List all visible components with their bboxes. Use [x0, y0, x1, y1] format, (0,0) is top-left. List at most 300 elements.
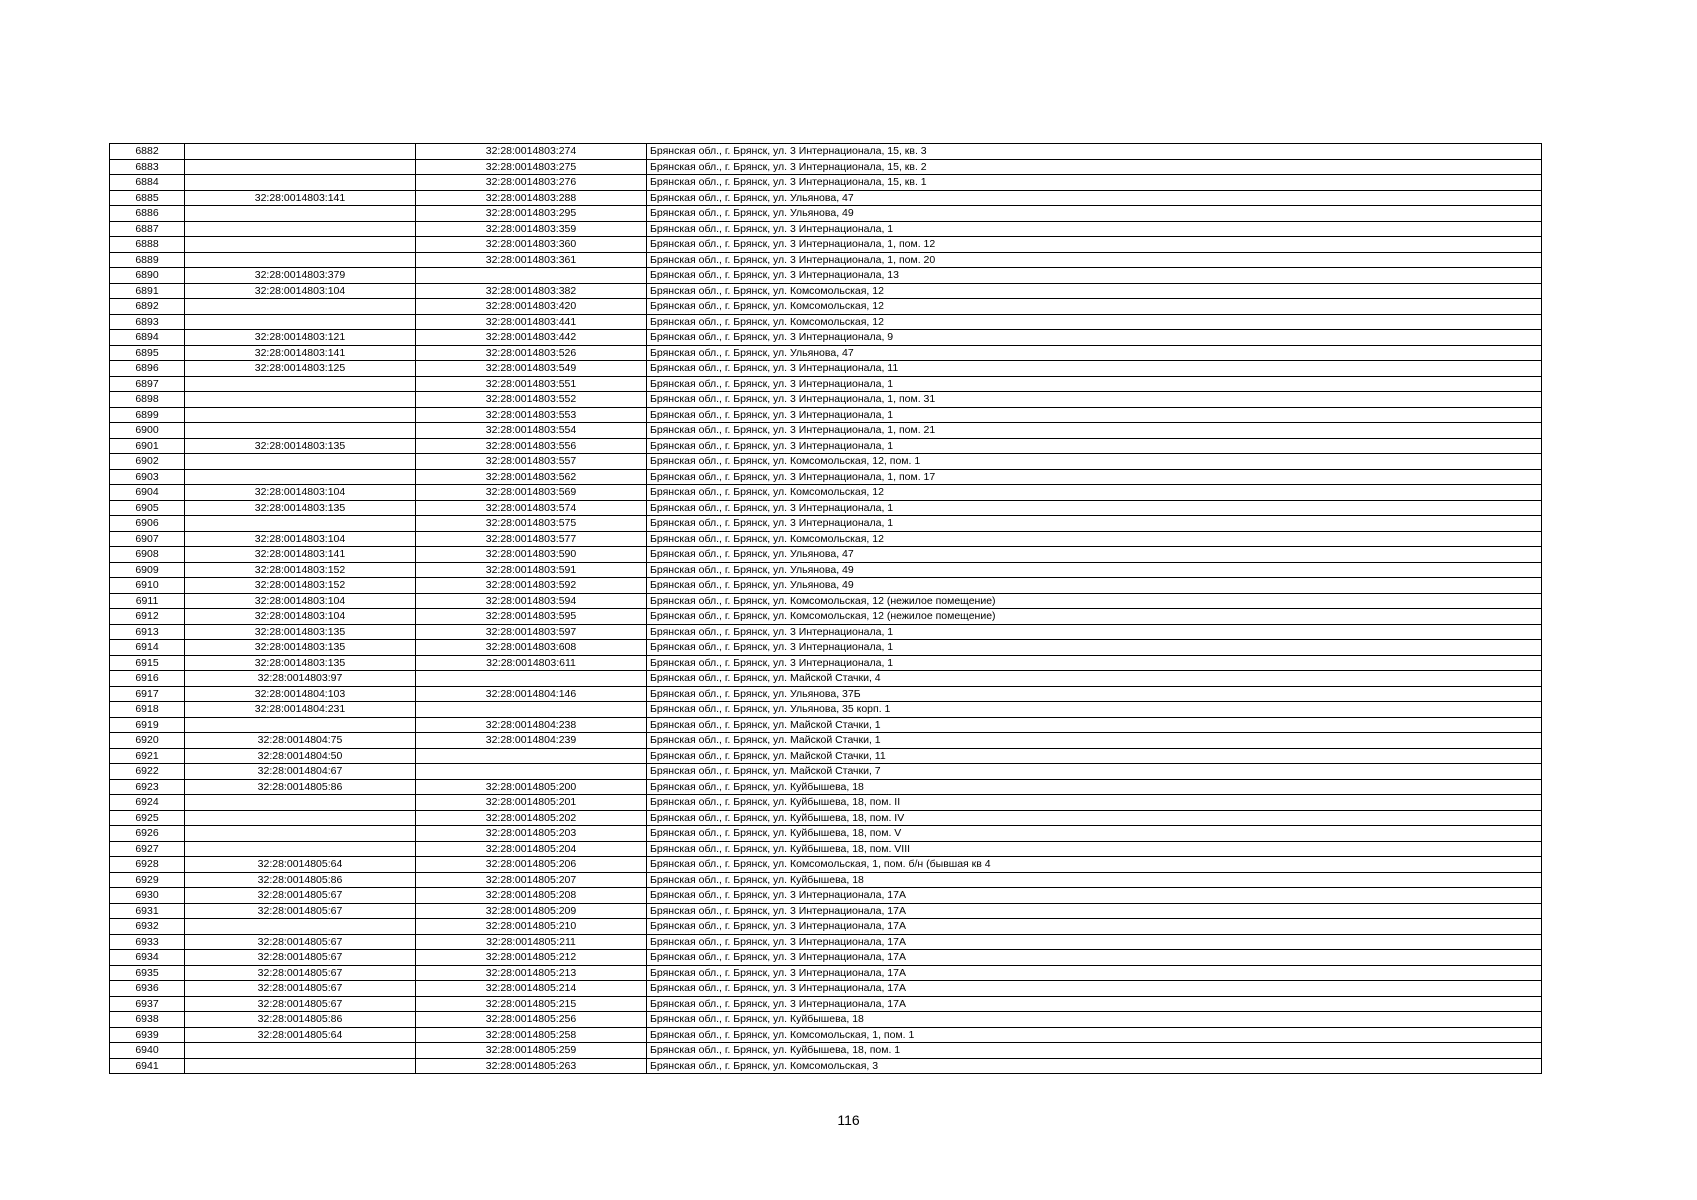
address-cell: Брянская обл., г. Брянск, ул. Комсомольская, 12 [647, 531, 1542, 547]
table-row [110, 190, 1542, 206]
address-cell: Брянская обл., г. Брянск, ул. 3 Интернационала, 1 [647, 624, 1542, 640]
cadastral-number-cell: 32:28:0014803:611 [416, 655, 647, 671]
cadastral-number-cell: 32:28:0014803:562 [416, 469, 647, 485]
parent-cadastral-cell: 32:28:0014804:67 [185, 764, 416, 780]
cadastral-number-cell: 32:28:0014803:575 [416, 516, 647, 532]
table-row [110, 159, 1542, 175]
parent-cadastral-cell: 32:28:0014805:67 [185, 934, 416, 950]
cadastral-number-cell: 32:28:0014805:209 [416, 903, 647, 919]
row-number-cell: 6903 [110, 469, 185, 485]
table-row [110, 779, 1542, 795]
cadastral-number-cell: 32:28:0014805:215 [416, 996, 647, 1012]
cadastral-number-cell: 32:28:0014805:202 [416, 810, 647, 826]
property-table-body [110, 144, 1542, 1074]
parent-cadastral-cell [185, 810, 416, 826]
cadastral-number-cell: 32:28:0014805:213 [416, 965, 647, 981]
table-row [110, 950, 1542, 966]
address-cell: Брянская обл., г. Брянск, ул. 3 Интернационала, 17А [647, 903, 1542, 919]
address-cell: Брянская обл., г. Брянск, ул. Ульянова, 47 [647, 190, 1542, 206]
cadastral-number-cell: 32:28:0014805:263 [416, 1058, 647, 1074]
row-number-cell: 6883 [110, 159, 185, 175]
address-cell: Брянская обл., г. Брянск, ул. 3 Интернационала, 1 [647, 376, 1542, 392]
row-number-cell: 6938 [110, 1012, 185, 1028]
cadastral-number-cell: 32:28:0014803:276 [416, 175, 647, 191]
table-row [110, 578, 1542, 594]
cadastral-number-cell: 32:28:0014803:295 [416, 206, 647, 222]
row-number-cell: 6918 [110, 702, 185, 718]
row-number-cell: 6894 [110, 330, 185, 346]
table-row [110, 376, 1542, 392]
parent-cadastral-cell: 32:28:0014805:86 [185, 1012, 416, 1028]
cadastral-number-cell: 32:28:0014805:204 [416, 841, 647, 857]
table-row [110, 237, 1542, 253]
address-cell: Брянская обл., г. Брянск, ул. 3 Интернационала, 17А [647, 965, 1542, 981]
parent-cadastral-cell [185, 826, 416, 842]
cadastral-number-cell: 32:28:0014803:569 [416, 485, 647, 501]
parent-cadastral-cell [185, 314, 416, 330]
address-cell: Брянская обл., г. Брянск, ул. 3 Интернационала, 1, пом. 12 [647, 237, 1542, 253]
parent-cadastral-cell: 32:28:0014803:141 [185, 547, 416, 563]
table-row [110, 655, 1542, 671]
row-number-cell: 6892 [110, 299, 185, 315]
row-number-cell: 6886 [110, 206, 185, 222]
table-row [110, 206, 1542, 222]
parent-cadastral-cell [185, 1058, 416, 1074]
table-row [110, 733, 1542, 749]
cadastral-number-cell [416, 764, 647, 780]
table-row [110, 965, 1542, 981]
cadastral-number-cell: 32:28:0014803:382 [416, 283, 647, 299]
page-number: 116 [837, 1112, 860, 1128]
table-row [110, 516, 1542, 532]
row-number-cell: 6900 [110, 423, 185, 439]
cadastral-number-cell: 32:28:0014804:238 [416, 717, 647, 733]
parent-cadastral-cell [185, 469, 416, 485]
address-cell: Брянская обл., г. Брянск, ул. Куйбышева, 18 [647, 779, 1542, 795]
row-number-cell: 6914 [110, 640, 185, 656]
row-number-cell: 6912 [110, 609, 185, 625]
table-row [110, 857, 1542, 873]
parent-cadastral-cell [185, 206, 416, 222]
row-number-cell: 6893 [110, 314, 185, 330]
parent-cadastral-cell: 32:28:0014803:141 [185, 190, 416, 206]
cadastral-number-cell: 32:28:0014805:214 [416, 981, 647, 997]
row-number-cell: 6902 [110, 454, 185, 470]
cadastral-number-cell: 32:28:0014803:275 [416, 159, 647, 175]
parent-cadastral-cell: 32:28:0014803:152 [185, 562, 416, 578]
table-row [110, 640, 1542, 656]
parent-cadastral-cell: 32:28:0014805:64 [185, 1027, 416, 1043]
address-cell: Брянская обл., г. Брянск, ул. Ульянова, 47 [647, 345, 1542, 361]
row-number-cell: 6882 [110, 144, 185, 160]
cadastral-number-cell: 32:28:0014805:200 [416, 779, 647, 795]
address-cell: Брянская обл., г. Брянск, ул. Комсомольская, 12 [647, 299, 1542, 315]
address-cell: Брянская обл., г. Брянск, ул. Комсомольская, 12 (нежилое помещение) [647, 593, 1542, 609]
row-number-cell: 6889 [110, 252, 185, 268]
cadastral-number-cell: 32:28:0014803:288 [416, 190, 647, 206]
table-row [110, 299, 1542, 315]
table-row [110, 919, 1542, 935]
table-row [110, 547, 1542, 563]
address-cell: Брянская обл., г. Брянск, ул. 3 Интернационала, 17А [647, 888, 1542, 904]
address-cell: Брянская обл., г. Брянск, ул. 3 Интернационала, 17А [647, 981, 1542, 997]
row-number-cell: 6936 [110, 981, 185, 997]
parent-cadastral-cell [185, 237, 416, 253]
address-cell: Брянская обл., г. Брянск, ул. Комсомольская, 12, пом. 1 [647, 454, 1542, 470]
address-cell: Брянская обл., г. Брянск, ул. Комсомольская, 1, пом. б/н (бывшая кв 4 [647, 857, 1542, 873]
parent-cadastral-cell [185, 221, 416, 237]
cadastral-number-cell: 32:28:0014803:597 [416, 624, 647, 640]
parent-cadastral-cell: 32:28:0014805:67 [185, 950, 416, 966]
parent-cadastral-cell [185, 423, 416, 439]
cadastral-number-cell: 32:28:0014803:577 [416, 531, 647, 547]
cadastral-number-cell: 32:28:0014805:201 [416, 795, 647, 811]
table-row [110, 485, 1542, 501]
address-cell: Брянская обл., г. Брянск, ул. 3 Интернационала, 17А [647, 996, 1542, 1012]
table-row [110, 748, 1542, 764]
address-cell: Брянская обл., г. Брянск, ул. 3 Интернационала, 1 [647, 438, 1542, 454]
row-number-cell: 6885 [110, 190, 185, 206]
cadastral-number-cell: 32:28:0014805:259 [416, 1043, 647, 1059]
parent-cadastral-cell [185, 919, 416, 935]
row-number-cell: 6926 [110, 826, 185, 842]
parent-cadastral-cell [185, 392, 416, 408]
row-number-cell: 6940 [110, 1043, 185, 1059]
row-number-cell: 6915 [110, 655, 185, 671]
address-cell: Брянская обл., г. Брянск, ул. 3 Интернационала, 1 [647, 407, 1542, 423]
address-cell: Брянская обл., г. Брянск, ул. Куйбышева, 18, пом. IV [647, 810, 1542, 826]
row-number-cell: 6934 [110, 950, 185, 966]
table-row [110, 702, 1542, 718]
address-cell: Брянская обл., г. Брянск, ул. 3 Интернационала, 1, пом. 21 [647, 423, 1542, 439]
parent-cadastral-cell: 32:28:0014803:104 [185, 283, 416, 299]
parent-cadastral-cell [185, 454, 416, 470]
table-row [110, 283, 1542, 299]
cadastral-number-cell: 32:28:0014805:210 [416, 919, 647, 935]
cadastral-number-cell: 32:28:0014803:557 [416, 454, 647, 470]
row-number-cell: 6925 [110, 810, 185, 826]
address-cell: Брянская обл., г. Брянск, ул. Майской Стачки, 1 [647, 733, 1542, 749]
parent-cadastral-cell: 32:28:0014803:104 [185, 593, 416, 609]
row-number-cell: 6905 [110, 500, 185, 516]
address-cell: Брянская обл., г. Брянск, ул. Ульянова, 49 [647, 206, 1542, 222]
row-number-cell: 6909 [110, 562, 185, 578]
cadastral-number-cell: 32:28:0014804:146 [416, 686, 647, 702]
address-cell: Брянская обл., г. Брянск, ул. Комсомольская, 12 [647, 485, 1542, 501]
parent-cadastral-cell: 32:28:0014804:50 [185, 748, 416, 764]
row-number-cell: 6906 [110, 516, 185, 532]
address-cell: Брянская обл., г. Брянск, ул. Куйбышева, 18, пом. V [647, 826, 1542, 842]
cadastral-number-cell: 32:28:0014803:556 [416, 438, 647, 454]
table-row [110, 423, 1542, 439]
parent-cadastral-cell: 32:28:0014804:103 [185, 686, 416, 702]
parent-cadastral-cell: 32:28:0014805:86 [185, 872, 416, 888]
parent-cadastral-cell: 32:28:0014803:135 [185, 624, 416, 640]
table-row [110, 562, 1542, 578]
row-number-cell: 6939 [110, 1027, 185, 1043]
parent-cadastral-cell [185, 144, 416, 160]
parent-cadastral-cell: 32:28:0014803:104 [185, 609, 416, 625]
row-number-cell: 6928 [110, 857, 185, 873]
table-row [110, 314, 1542, 330]
row-number-cell: 6884 [110, 175, 185, 191]
address-cell: Брянская обл., г. Брянск, ул. Комсомольская, 12 [647, 314, 1542, 330]
address-cell: Брянская обл., г. Брянск, ул. 3 Интернационала, 1, пом. 17 [647, 469, 1542, 485]
cadastral-number-cell: 32:28:0014803:590 [416, 547, 647, 563]
table-row [110, 1043, 1542, 1059]
table-row [110, 717, 1542, 733]
table-row [110, 1058, 1542, 1074]
row-number-cell: 6919 [110, 717, 185, 733]
address-cell: Брянская обл., г. Брянск, ул. 3 Интернационала, 11 [647, 361, 1542, 377]
table-row [110, 469, 1542, 485]
row-number-cell: 6916 [110, 671, 185, 687]
table-row [110, 221, 1542, 237]
table-row [110, 407, 1542, 423]
cadastral-number-cell: 32:28:0014803:274 [416, 144, 647, 160]
table-row [110, 872, 1542, 888]
table-row [110, 144, 1542, 160]
table-row [110, 345, 1542, 361]
parent-cadastral-cell [185, 516, 416, 532]
cadastral-number-cell: 32:28:0014805:258 [416, 1027, 647, 1043]
parent-cadastral-cell: 32:28:0014803:121 [185, 330, 416, 346]
row-number-cell: 6929 [110, 872, 185, 888]
parent-cadastral-cell [185, 252, 416, 268]
table-row [110, 624, 1542, 640]
address-cell: Брянская обл., г. Брянск, ул. 3 Интернационала, 17А [647, 934, 1542, 950]
parent-cadastral-cell: 32:28:0014803:379 [185, 268, 416, 284]
table-row [110, 903, 1542, 919]
parent-cadastral-cell [185, 299, 416, 315]
address-cell: Брянская обл., г. Брянск, ул. 3 Интернационала, 9 [647, 330, 1542, 346]
address-cell: Брянская обл., г. Брянск, ул. Майской Стачки, 4 [647, 671, 1542, 687]
row-number-cell: 6922 [110, 764, 185, 780]
table-row [110, 1027, 1542, 1043]
table-row [110, 361, 1542, 377]
row-number-cell: 6923 [110, 779, 185, 795]
parent-cadastral-cell: 32:28:0014803:135 [185, 500, 416, 516]
cadastral-number-cell: 32:28:0014803:595 [416, 609, 647, 625]
parent-cadastral-cell [185, 1043, 416, 1059]
parent-cadastral-cell: 32:28:0014804:75 [185, 733, 416, 749]
cadastral-number-cell: 32:28:0014803:594 [416, 593, 647, 609]
row-number-cell: 6931 [110, 903, 185, 919]
address-cell: Брянская обл., г. Брянск, ул. 3 Интернационала, 1 [647, 500, 1542, 516]
row-number-cell: 6921 [110, 748, 185, 764]
cadastral-number-cell [416, 748, 647, 764]
row-number-cell: 6920 [110, 733, 185, 749]
parent-cadastral-cell: 32:28:0014803:104 [185, 531, 416, 547]
cadastral-number-cell: 32:28:0014805:206 [416, 857, 647, 873]
cadastral-number-cell [416, 268, 647, 284]
parent-cadastral-cell: 32:28:0014805:67 [185, 996, 416, 1012]
table-row [110, 175, 1542, 191]
address-cell: Брянская обл., г. Брянск, ул. 3 Интернационала, 15, кв. 3 [647, 144, 1542, 160]
table-row [110, 252, 1542, 268]
cadastral-number-cell: 32:28:0014803:591 [416, 562, 647, 578]
parent-cadastral-cell [185, 175, 416, 191]
cadastral-number-cell: 32:28:0014803:359 [416, 221, 647, 237]
cadastral-number-cell: 32:28:0014803:361 [416, 252, 647, 268]
cadastral-number-cell [416, 671, 647, 687]
row-number-cell: 6904 [110, 485, 185, 501]
table-row [110, 500, 1542, 516]
row-number-cell: 6913 [110, 624, 185, 640]
row-number-cell: 6941 [110, 1058, 185, 1074]
cadastral-number-cell: 32:28:0014803:551 [416, 376, 647, 392]
row-number-cell: 6888 [110, 237, 185, 253]
address-cell: Брянская обл., г. Брянск, ул. Куйбышева, 18 [647, 872, 1542, 888]
row-number-cell: 6890 [110, 268, 185, 284]
parent-cadastral-cell: 32:28:0014803:104 [185, 485, 416, 501]
address-cell: Брянская обл., г. Брянск, ул. Комсомольская, 1, пом. 1 [647, 1027, 1542, 1043]
parent-cadastral-cell: 32:28:0014803:97 [185, 671, 416, 687]
cadastral-number-cell: 32:28:0014803:574 [416, 500, 647, 516]
parent-cadastral-cell [185, 407, 416, 423]
table-row [110, 981, 1542, 997]
address-cell: Брянская обл., г. Брянск, ул. Ульянова, 47 [647, 547, 1542, 563]
table-row [110, 1012, 1542, 1028]
parent-cadastral-cell: 32:28:0014805:67 [185, 888, 416, 904]
row-number-cell: 6933 [110, 934, 185, 950]
table-row [110, 841, 1542, 857]
address-cell: Брянская обл., г. Брянск, ул. 3 Интернационала, 1, пом. 20 [647, 252, 1542, 268]
address-cell: Брянская обл., г. Брянск, ул. Ульянова, 35 корп. 1 [647, 702, 1542, 718]
cadastral-number-cell: 32:28:0014803:553 [416, 407, 647, 423]
parent-cadastral-cell: 32:28:0014805:67 [185, 981, 416, 997]
table-row [110, 593, 1542, 609]
cadastral-number-cell: 32:28:0014805:211 [416, 934, 647, 950]
table-row [110, 934, 1542, 950]
cadastral-number-cell: 32:28:0014803:549 [416, 361, 647, 377]
table-row [110, 764, 1542, 780]
address-cell: Брянская обл., г. Брянск, ул. 3 Интернационала, 17А [647, 950, 1542, 966]
table-row [110, 810, 1542, 826]
row-number-cell: 6910 [110, 578, 185, 594]
cadastral-number-cell: 32:28:0014803:554 [416, 423, 647, 439]
parent-cadastral-cell [185, 376, 416, 392]
cadastral-number-cell: 32:28:0014805:203 [416, 826, 647, 842]
address-cell: Брянская обл., г. Брянск, ул. Куйбышева, 18 [647, 1012, 1542, 1028]
cadastral-number-cell: 32:28:0014803:441 [416, 314, 647, 330]
row-number-cell: 6932 [110, 919, 185, 935]
row-number-cell: 6924 [110, 795, 185, 811]
parent-cadastral-cell [185, 717, 416, 733]
address-cell: Брянская обл., г. Брянск, ул. Ульянова, 49 [647, 578, 1542, 594]
cadastral-number-cell: 32:28:0014803:608 [416, 640, 647, 656]
parent-cadastral-cell [185, 795, 416, 811]
address-cell: Брянская обл., г. Брянск, ул. Майской Стачки, 7 [647, 764, 1542, 780]
address-cell: Брянская обл., г. Брянск, ул. Ульянова, 37Б [647, 686, 1542, 702]
parent-cadastral-cell [185, 159, 416, 175]
parent-cadastral-cell: 32:28:0014805:86 [185, 779, 416, 795]
row-number-cell: 6891 [110, 283, 185, 299]
row-number-cell: 6896 [110, 361, 185, 377]
property-table [109, 143, 1542, 1074]
parent-cadastral-cell: 32:28:0014803:135 [185, 438, 416, 454]
table-row [110, 609, 1542, 625]
parent-cadastral-cell: 32:28:0014803:125 [185, 361, 416, 377]
row-number-cell: 6935 [110, 965, 185, 981]
address-cell: Брянская обл., г. Брянск, ул. Комсомольская, 12 (нежилое помещение) [647, 609, 1542, 625]
table-row [110, 826, 1542, 842]
address-cell: Брянская обл., г. Брянск, ул. 3 Интернационала, 1 [647, 640, 1542, 656]
address-cell: Брянская обл., г. Брянск, ул. 3 Интернационала, 15, кв. 2 [647, 159, 1542, 175]
parent-cadastral-cell: 32:28:0014804:231 [185, 702, 416, 718]
row-number-cell: 6908 [110, 547, 185, 563]
row-number-cell: 6901 [110, 438, 185, 454]
cadastral-number-cell: 32:28:0014805:212 [416, 950, 647, 966]
table-row [110, 795, 1542, 811]
address-cell: Брянская обл., г. Брянск, ул. Куйбышева, 18, пом. II [647, 795, 1542, 811]
cadastral-number-cell: 32:28:0014803:360 [416, 237, 647, 253]
address-cell: Брянская обл., г. Брянск, ул. 3 Интернационала, 1 [647, 221, 1542, 237]
table-row [110, 438, 1542, 454]
row-number-cell: 6927 [110, 841, 185, 857]
row-number-cell: 6887 [110, 221, 185, 237]
parent-cadastral-cell: 32:28:0014803:135 [185, 640, 416, 656]
address-cell: Брянская обл., г. Брянск, ул. Куйбышева, 18, пом. 1 [647, 1043, 1542, 1059]
table-row [110, 392, 1542, 408]
row-number-cell: 6899 [110, 407, 185, 423]
row-number-cell: 6917 [110, 686, 185, 702]
row-number-cell: 6930 [110, 888, 185, 904]
row-number-cell: 6895 [110, 345, 185, 361]
cadastral-number-cell: 32:28:0014803:592 [416, 578, 647, 594]
parent-cadastral-cell [185, 841, 416, 857]
cadastral-number-cell: 32:28:0014803:420 [416, 299, 647, 315]
cadastral-number-cell [416, 702, 647, 718]
table-row [110, 671, 1542, 687]
cadastral-number-cell: 32:28:0014805:207 [416, 872, 647, 888]
address-cell: Брянская обл., г. Брянск, ул. Комсомольская, 12 [647, 283, 1542, 299]
cadastral-number-cell: 32:28:0014805:256 [416, 1012, 647, 1028]
address-cell: Брянская обл., г. Брянск, ул. Комсомольская, 3 [647, 1058, 1542, 1074]
row-number-cell: 6898 [110, 392, 185, 408]
address-cell: Брянская обл., г. Брянск, ул. 3 Интернационала, 15, кв. 1 [647, 175, 1542, 191]
table-row [110, 686, 1542, 702]
address-cell: Брянская обл., г. Брянск, ул. 3 Интернационала, 1, пом. 31 [647, 392, 1542, 408]
address-cell: Брянская обл., г. Брянск, ул. 3 Интернационала, 1 [647, 655, 1542, 671]
address-cell: Брянская обл., г. Брянск, ул. Ульянова, 49 [647, 562, 1542, 578]
table-row [110, 888, 1542, 904]
address-cell: Брянская обл., г. Брянск, ул. 3 Интернационала, 1 [647, 516, 1542, 532]
cadastral-number-cell: 32:28:0014804:239 [416, 733, 647, 749]
parent-cadastral-cell: 32:28:0014803:152 [185, 578, 416, 594]
table-row [110, 531, 1542, 547]
table-row [110, 996, 1542, 1012]
cadastral-number-cell: 32:28:0014803:526 [416, 345, 647, 361]
cadastral-number-cell: 32:28:0014803:552 [416, 392, 647, 408]
parent-cadastral-cell: 32:28:0014805:67 [185, 903, 416, 919]
parent-cadastral-cell: 32:28:0014805:64 [185, 857, 416, 873]
address-cell: Брянская обл., г. Брянск, ул. Куйбышева, 18, пом. VIII [647, 841, 1542, 857]
table-row [110, 330, 1542, 346]
parent-cadastral-cell: 32:28:0014805:67 [185, 965, 416, 981]
table-row [110, 268, 1542, 284]
row-number-cell: 6937 [110, 996, 185, 1012]
address-cell: Брянская обл., г. Брянск, ул. 3 Интернационала, 17А [647, 919, 1542, 935]
cadastral-number-cell: 32:28:0014803:442 [416, 330, 647, 346]
row-number-cell: 6911 [110, 593, 185, 609]
parent-cadastral-cell: 32:28:0014803:141 [185, 345, 416, 361]
table-row [110, 454, 1542, 470]
row-number-cell: 6907 [110, 531, 185, 547]
address-cell: Брянская обл., г. Брянск, ул. Майской Стачки, 11 [647, 748, 1542, 764]
row-number-cell: 6897 [110, 376, 185, 392]
address-cell: Брянская обл., г. Брянск, ул. 3 Интернационала, 13 [647, 268, 1542, 284]
